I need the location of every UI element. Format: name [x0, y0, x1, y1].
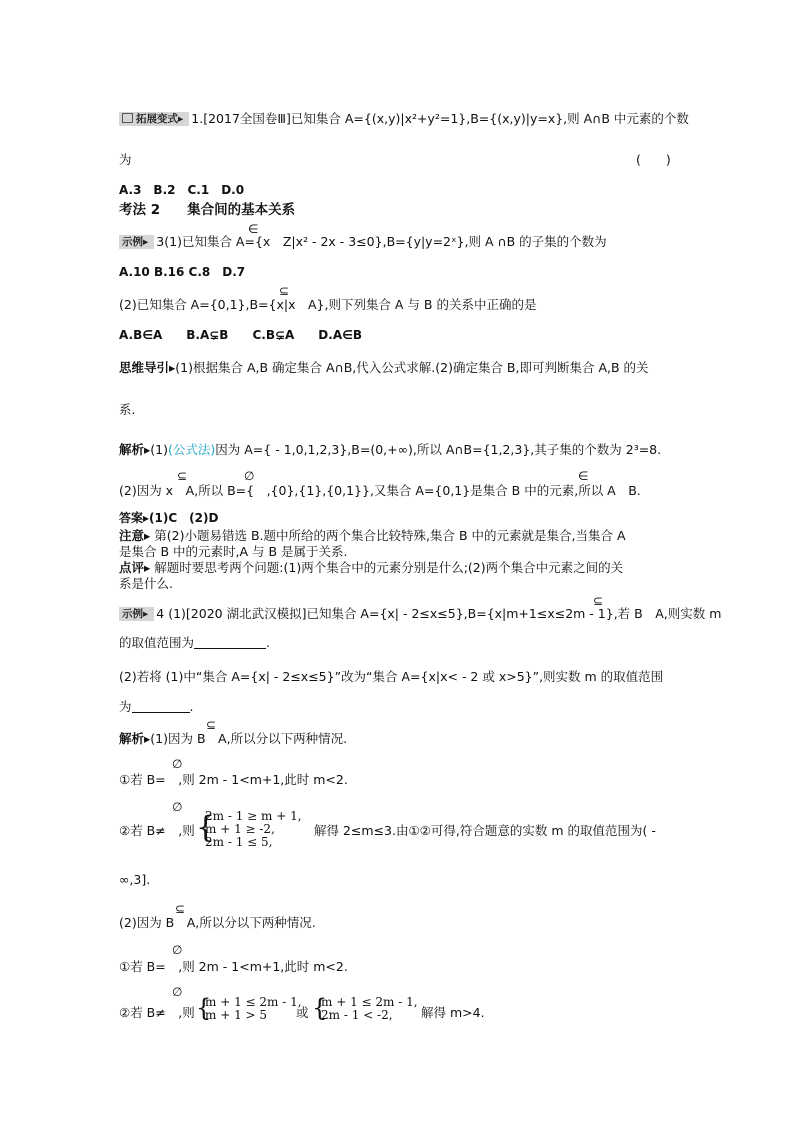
answer-line: 答案▸(1)C (2)D — [119, 511, 219, 525]
review-line1: 点评▸ 解题时要思考两个问题:(1)两个集合中的元素分别是什么;(2)两个集合中元素之间的关 — [119, 560, 624, 575]
formula-method: (公式法) — [168, 442, 216, 457]
solution-line2: (2)因为 x A,所以 B={ ,{0},{1},{0,1}},又集合 A={0,1}是集合 B 中的元素,所以 A B. — [119, 483, 641, 498]
subset-sign: ⊆ — [177, 469, 188, 483]
subset-sign-sol4: ⊆ — [206, 718, 217, 732]
in-sign: ∈ — [578, 469, 589, 483]
sol4-line1: 解析▸(1)因为 B A,所以分以下两种情况. — [119, 731, 348, 746]
subset-sign-ex4: ⊆ — [593, 594, 604, 608]
subset-sign-sol4b: ⊆ — [175, 902, 186, 916]
sol4-case2-cont: ∞,3]. — [119, 872, 151, 887]
guide-label: 思维导引 — [119, 360, 170, 375]
ex3-options1: A.10 B.16 C.8 D.7 — [119, 265, 246, 279]
ex3-line2: (2)已知集合 A={0,1},B={x|x A},则下列集合 A 与 B 的关系中正确的是 — [119, 297, 537, 312]
sol4-d2-result: 解得 m>4. — [421, 1005, 485, 1020]
answer-blank-2[interactable] — [132, 700, 190, 713]
ex4-line2b: 为 . — [119, 699, 194, 714]
tag-example-3: 示例▸ — [119, 235, 154, 249]
ex4-line2: (2)若将 (1)中“集合 A={x| - 2≤x≤5}”改为“集合 A={x|x< - 2 或 x>5}”,则实数 m 的取值范围 — [119, 669, 664, 684]
q1-cont: 为 — [119, 152, 132, 167]
q1-paren: ( ) — [636, 152, 671, 167]
q1-options: A.3 B.2 C.1 D.0 — [119, 183, 245, 197]
sol4-case2: ②若 B≠ ,则 — [119, 823, 195, 838]
emptyset-sign-5: ∅ — [172, 985, 183, 999]
ex3-options2: A.B∈A B.A⊊B C.B⊊A D.A∈B — [119, 328, 363, 342]
review-line2: 系是什么. — [119, 576, 173, 591]
note-line2: 是集合 B 中的元素时,A 与 B 是属于关系. — [119, 544, 348, 559]
emptyset-sign: ∅ — [244, 469, 255, 483]
note-line1: 注意▸ 第(2)小题易错选 B.题中所给的两个集合比较特殊,集合 B 中的元素就是集合,当集合 A — [119, 528, 626, 543]
sol4-d2: ②若 B≠ ,则 — [119, 1005, 195, 1020]
review-arrow-icon: ▸ — [144, 560, 151, 575]
sol4-d1: ①若 B= ,则 2m - 1<m+1,此时 m<2. — [119, 959, 348, 974]
ex4-line1: 示例▸ 4 (1)[2020 湖北武汉模拟]已知集合 A={x| - 2≤x≤5},B={x|m+1≤x≤2m - 1},若 B A,则实数 m — [119, 606, 721, 622]
q1-line — [119, 111, 689, 127]
book-icon — [122, 113, 133, 123]
system-3: { m + 1 ≤ 2m - 1, 2m - 1 < -2, — [312, 994, 418, 1022]
sol4-case1: ①若 B= ,则 2m - 1<m+1,此时 m<2. — [119, 772, 348, 787]
ex4-line1b: 的取值范围为 . — [119, 635, 270, 650]
guide-arrow-icon: ▸ — [169, 360, 176, 375]
sol4-case2-result: 解得 2≤m≤3.由①②可得,符合题意的实数 m 的取值范围为( - — [314, 823, 656, 838]
solution-line1: 解析▸(1)(公式法)因为 A={ - 1,0,1,2,3},B=(0,+∞),所以 A∩B={1,2,3},其子集的个数为 2³=8. — [119, 442, 662, 457]
tag-example-4: 示例▸ — [119, 607, 154, 621]
symbol-in: ∈ — [248, 222, 259, 236]
ex3-line1: 示例▸ 3(1)已知集合 A={x Z|x² - 2x - 3≤0},B={y|y=2ˣ},则 A ∩B 的子集的个数为 — [119, 234, 607, 250]
symbol-subset: ⊆ — [279, 284, 290, 298]
emptyset-sign-3: ∅ — [172, 800, 183, 814]
guide-cont: 系. — [119, 402, 136, 417]
guide-line: 思维导引▸(1)根据集合 A,B 确定集合 A∩B,代入公式求解.(2)确定集合 B,即可判断集合 A,B 的关 — [119, 360, 649, 375]
emptyset-sign-2: ∅ — [172, 757, 183, 771]
solution-arrow-icon: ▸ — [144, 442, 151, 457]
sol4-line2: (2)因为 B A,所以分以下两种情况. — [119, 915, 316, 930]
system-2: { m + 1 ≤ 2m - 1, m + 1 > 5 — [196, 994, 302, 1022]
answer-arrow-icon: ▸ — [143, 511, 150, 525]
answer-blank-1[interactable] — [194, 636, 266, 649]
sol4-or: 或 — [296, 1005, 309, 1020]
note-arrow-icon: ▸ — [144, 528, 151, 543]
section-title: 考法 2 集合间的基本关系 — [119, 202, 296, 218]
system-1: { 2m - 1 ≥ m + 1, m + 1 ≥ -2, 2m - 1 ≤ 5, — [196, 809, 302, 849]
q1-text: 1.[2017全国卷Ⅲ]已知集合 A={(x,y)|x²+y²=1},B={(x,y)|y=x},则 A∩B 中元素的个数 — [191, 111, 689, 126]
sol4-arrow-icon: ▸ — [144, 731, 151, 746]
emptyset-sign-4: ∅ — [172, 943, 183, 957]
tag-extension: 拓展变式▸ — [119, 112, 189, 126]
